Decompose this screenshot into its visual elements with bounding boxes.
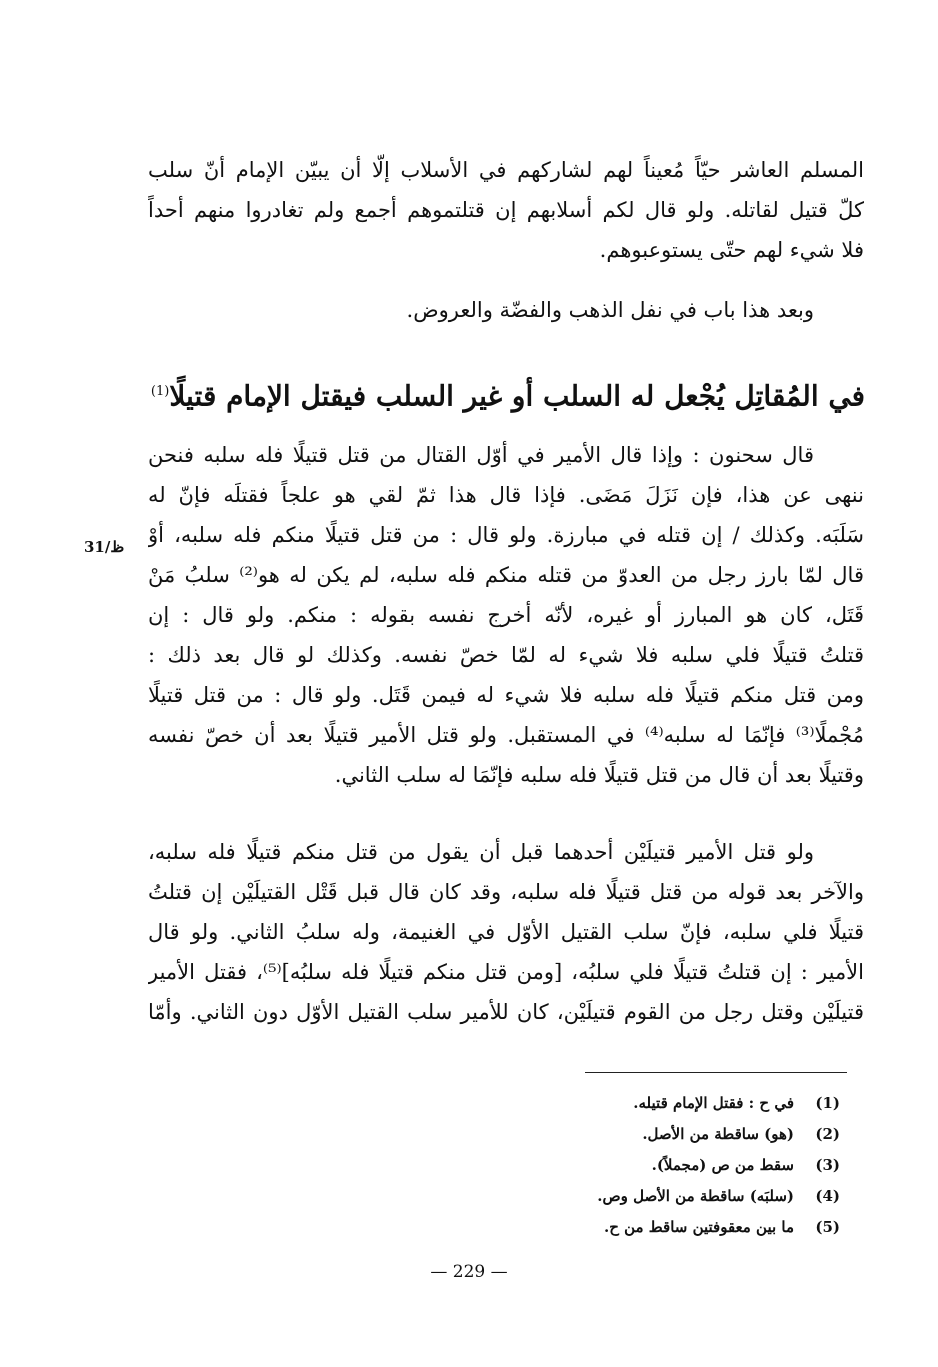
footnote-item [400,1212,840,1243]
section-heading [150,372,866,416]
manuscript-folio-marker: 31/ظ [84,538,125,556]
paragraph-two-killed [148,832,864,1032]
footnote-item [400,1119,840,1150]
footnote-text: ما بين معقوفتين ساقط من ح. [604,1218,794,1236]
text-line: والآخر بعد قوله من قتل قتيلًا فله سلبه، وقد كان قال قبل قَتْل القتيلَيْن إن قتلتُ [148,880,864,904]
footnote-number: (2) [815,1125,840,1143]
text-line: سَلَبَه. وكذلك / إن قتله في مبارزة. ولو قال : من قتل قتيلًا منكم فله سلبه، أوْ [148,523,864,547]
footnote-item [400,1181,840,1212]
footnote-item [400,1150,840,1181]
section-heading-text: في المُقاتِل يُجْعل له السلب أو غير السلب فيقتل الإمام قتيلًا [169,379,866,413]
footnote-number: (5) [815,1218,840,1236]
page-number: — 229 — [430,1262,508,1282]
paragraph-opening [148,150,864,270]
text-line: ننهى عن هذا، فإن نَزَلَ مَضَى. فإذا قال هذا ثمّ لقي هو علجاً فقتلَه فإنّ له [148,483,864,507]
footnote-item [400,1088,840,1119]
footnote-number: (4) [815,1187,840,1205]
footnote-ref: (1) [150,384,170,399]
text-line: ولو قتل الأمير قتيلَيْن أحدهما قبل أن يقول من قتل منكم قتيلًا فله سلبه، [148,840,814,864]
footnote-text: (سلبَه) ساقطة من الأصل وص. [597,1187,794,1205]
paragraph-chapter-transition [148,290,864,330]
text-line: ومن قتل منكم قتيلًا فله سلبه فلا شيء له فيمن قَتَل. ولو قال : من قتل قتيلًا [148,683,864,707]
footnote-number: (1) [815,1094,840,1112]
text-line: المسلم العاشر حيّاً مُعيناً لهم لشاركهم في الأسلاب إلّا أن يبيّن الإمام أنّ سلب [148,158,864,182]
footnote-number: (3) [815,1156,840,1174]
footnotes [400,1088,840,1243]
footnote-text: (هو) ساقطة من الأصل. [642,1125,794,1143]
text-line: قتلتُ قتيلًا فلي سلبه فلا شيء له لمّا خصّ نفسه. وكذلك لو قال بعد ذلك : [148,643,864,667]
text-line: مُجْملًا⁽³⁾ فإنّمَا له سلبه⁽⁴⁾ في المستقبل. ولو قتل الأمير قتيلًا بعد أن خصّ نفسه [148,723,864,747]
text-line: قتيلَيْن وقتل رجل من القوم قتيلَيْن، كان للأمير سلب القتيل الأوّل دون الثاني. وأمّا [148,1000,864,1024]
footnote-divider [585,1072,847,1073]
text-line: وبعد هذا باب في نفل الذهب والفضّة والعروض. [406,298,814,322]
text-line: وقتيلًا بعد أن قال من قتل قتيلًا فله سلبه فإنّمَا له سلب الثاني. [334,763,864,787]
footnote-text: سقط من ص (مجملاً). [651,1156,794,1174]
text-line: كلّ قتيل لقاتله. ولو قال لكم أسلابهم إن قتلتموهم أجمع ولم تغادروا منهم أحداً [148,198,864,222]
text-line: قتيلًا فلي سلبه، فإنّ سلب القتيل الأوّل في الغنيمة، وله سلبُ الثاني. ولو قال [148,920,864,944]
text-line: فلا شيء لهم حتّى يستوعبوهم. [599,238,864,262]
paragraph-sahnun [148,435,864,795]
text-line: قَتَل، كان هو المبارز أو غيره، لأنّه أخرج نفسه بقوله : منكم. ولو قال : إن [148,603,864,627]
footnote-text: في ح : فقتل الإمام قتيله. [633,1094,794,1112]
text-line: قال لمّا بارز رجل من العدوّ من قتله منكم فله سلبه، لم يكن له هو⁽²⁾ سلبُ مَنْ [148,563,864,587]
text-line: الأمير : إن قتلتُ قتيلًا فلي سلبُه، [ومن قتل منكم قتيلًا فله سلبُه]⁽⁵⁾، فقتل الأمير [148,960,864,984]
text-line: قال سحنون : وإذا قال الأمير في أوّل القتال من قتل قتيلًا فله سلبه فنحن [148,443,814,467]
